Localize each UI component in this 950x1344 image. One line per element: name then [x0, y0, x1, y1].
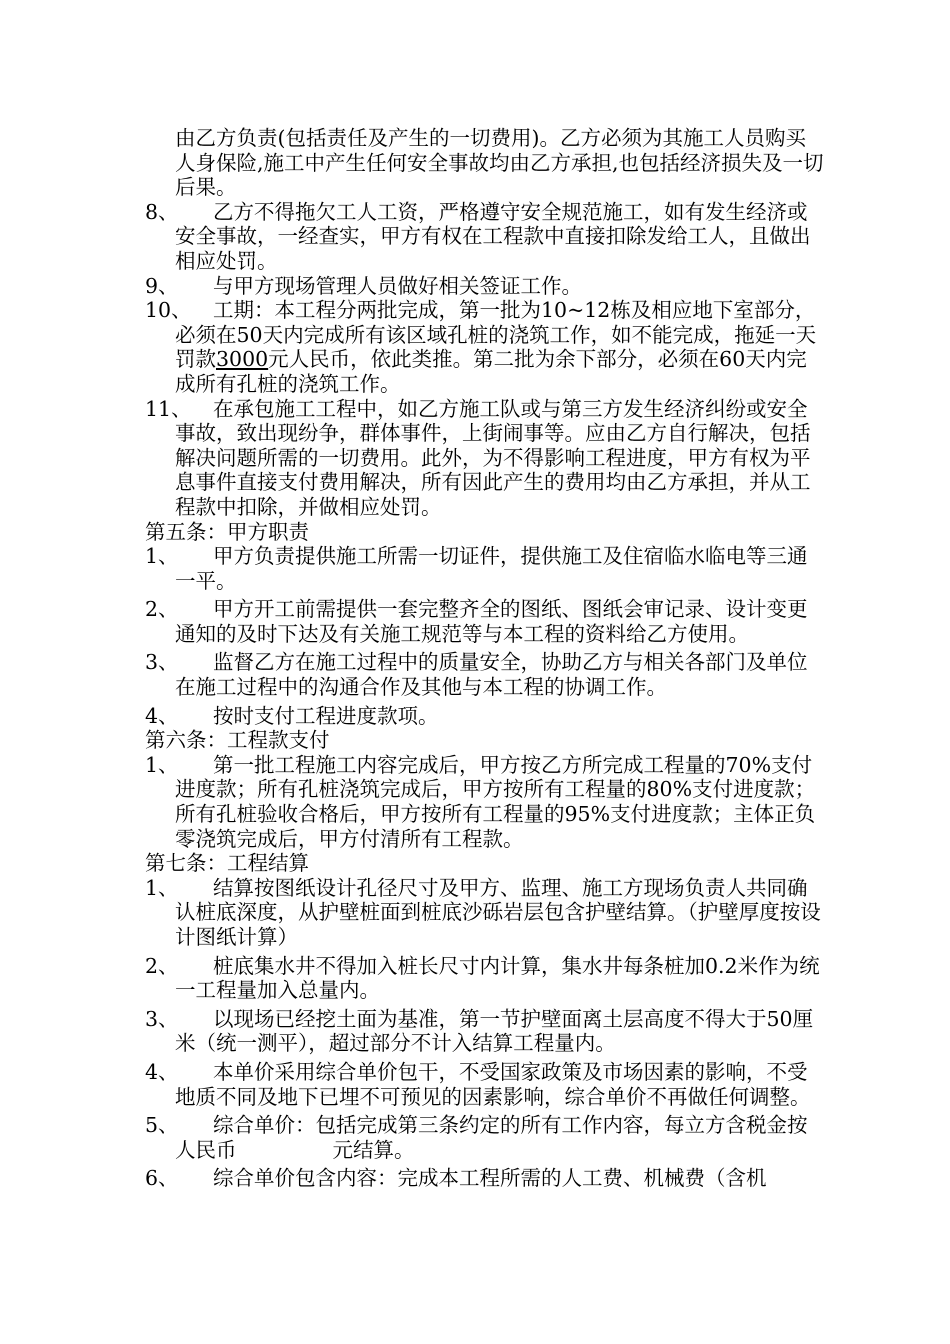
item-number: 1、	[145, 875, 179, 900]
list-item	[145, 704, 825, 729]
item-text: 与甲方现场管理人员做好相关签证工作。	[213, 273, 582, 298]
list-item	[145, 1060, 825, 1109]
item-number: 2、	[145, 953, 179, 978]
item-number: 5、	[145, 1113, 179, 1138]
list-item	[145, 1113, 825, 1162]
item-text: 甲方负责提供施工所需一切证件，提供施工及住宿临水临电等三通一平。	[175, 544, 808, 593]
item-number: 3、	[145, 1006, 179, 1031]
item-number: 3、	[145, 650, 179, 675]
item-text: 监督乙方在施工过程中的质量安全，协助乙方与相关各部门及单位在施工过程中的沟通合作及其他与本工程的协调工作。	[175, 650, 808, 700]
item-text-part-a: 工期：本工程分两批完成，第一批为10~12栋及相应地下室部分，必须在50天内完成所有该区域孔桩的浇筑工作，如不能完成，拖延一天罚款	[175, 298, 817, 372]
item-number: 4、	[145, 1059, 179, 1084]
list-item	[145, 200, 825, 274]
section-heading-6: 第六条：工程款支付	[145, 728, 330, 753]
intro-paragraph	[145, 126, 825, 200]
item-number: 4、	[145, 703, 179, 728]
list-item	[145, 954, 825, 1003]
item-text-part-b: 元人民币，依此类推。第二批为余下部分，必须在60天内完成所有孔桩的浇筑工作。	[175, 347, 807, 396]
item-text: 按时支付工程进度款项。	[213, 703, 439, 728]
item-text: 综合单价包含内容：完成本工程所需的人工费、机械费（含机	[213, 1166, 767, 1191]
list-item	[145, 1166, 825, 1191]
list-item	[145, 597, 825, 646]
item-number: 10、	[145, 298, 192, 323]
item-text: 在承包施工工程中，如乙方施工队或与第三方发生经济纠纷或安全事故，致出现纷争，群体事件，上街闹事等。应由乙方自行解决，包括解决问题所需的一切费用。此外，为不得影响工程进度，甲方有权为平息事件直接支付费用解决，所有因此产生的费用均由乙方承担，并从工程款中扣除，并做相应处罚。	[175, 396, 811, 519]
list-item	[145, 1007, 825, 1056]
section-heading-5: 第五条：甲方职责	[145, 519, 309, 544]
list-item	[145, 544, 825, 593]
item-number: 8、	[145, 199, 179, 224]
item-text: 本单价采用综合单价包干，不受国家政策及市场因素的影响，不受地质不同及地下已埋不可预见的因素影响，综合单价不再做任何调整。	[175, 1059, 811, 1109]
item-number: 1、	[145, 544, 179, 569]
item-text: 结算按图纸设计孔径尺寸及甲方、监理、施工方现场负责人共同确认桩底深度，从护壁桩面到桩底沙砾岩层包含护壁结算。（护壁厚度按设计图纸计算）	[175, 875, 821, 949]
item-number: 1、	[145, 752, 179, 777]
intro-text: 由乙方负责(包括责任及产生的一切费用)。乙方必须为其施工人员购买人身保险,施工中产生任何安全事故均由乙方承担,也包括经济损失及一切后果。	[175, 126, 824, 200]
item-number: 11、	[145, 396, 192, 421]
item-text-part-a: 综合单价：包括完成第三条约定的所有工作内容，每立方含税金按人民币	[175, 1113, 808, 1162]
item-number: 9、	[145, 273, 179, 298]
item-text	[175, 298, 825, 396]
item-text: 甲方开工前需提供一套完整齐全的图纸、图纸会审记录、设计变更通知的及时下达及有关施工规范等与本工程的资料给乙方使用。	[175, 597, 808, 646]
item-text: 第一批工程施工内容完成后，甲方按乙方所完成工程量的70%支付进度款；所有孔桩浇筑完成后，甲方按所有工程量的80%支付进度款；所有孔桩验收合格后，甲方按所有工程量的95%支付进度款；主体正负零浇筑完成后，甲方付清所有工程款。	[175, 752, 816, 851]
list-item	[145, 397, 825, 520]
item-text: 以现场已经挖土面为基准，第一节护壁面离土层高度不得大于50厘米（统一测平），超过部分不计入结算工程量内。	[175, 1006, 814, 1056]
list-item	[145, 298, 825, 396]
item-number: 6、	[145, 1166, 179, 1191]
document-body	[145, 126, 825, 1191]
section-heading-7: 第七条：工程结算	[145, 851, 309, 876]
list-item	[145, 650, 825, 699]
item-text-part-b: 元结算。	[332, 1137, 415, 1162]
item-text	[175, 1113, 825, 1162]
list-item	[145, 274, 825, 299]
list-item	[145, 876, 825, 950]
item-text: 桩底集水井不得加入桩长尺寸内计算，集水井每条桩加0.2米作为统一工程量加入总量内。	[175, 953, 820, 1003]
item-text: 乙方不得拖欠工人工资，严格遵守安全规范施工，如有发生经济或安全事故，一经查实，甲方有权在工程款中直接扣除发给工人，且做出相应处罚。	[175, 199, 811, 273]
penalty-amount: 3000	[216, 347, 269, 372]
list-item	[145, 753, 825, 851]
item-number: 2、	[145, 597, 179, 622]
